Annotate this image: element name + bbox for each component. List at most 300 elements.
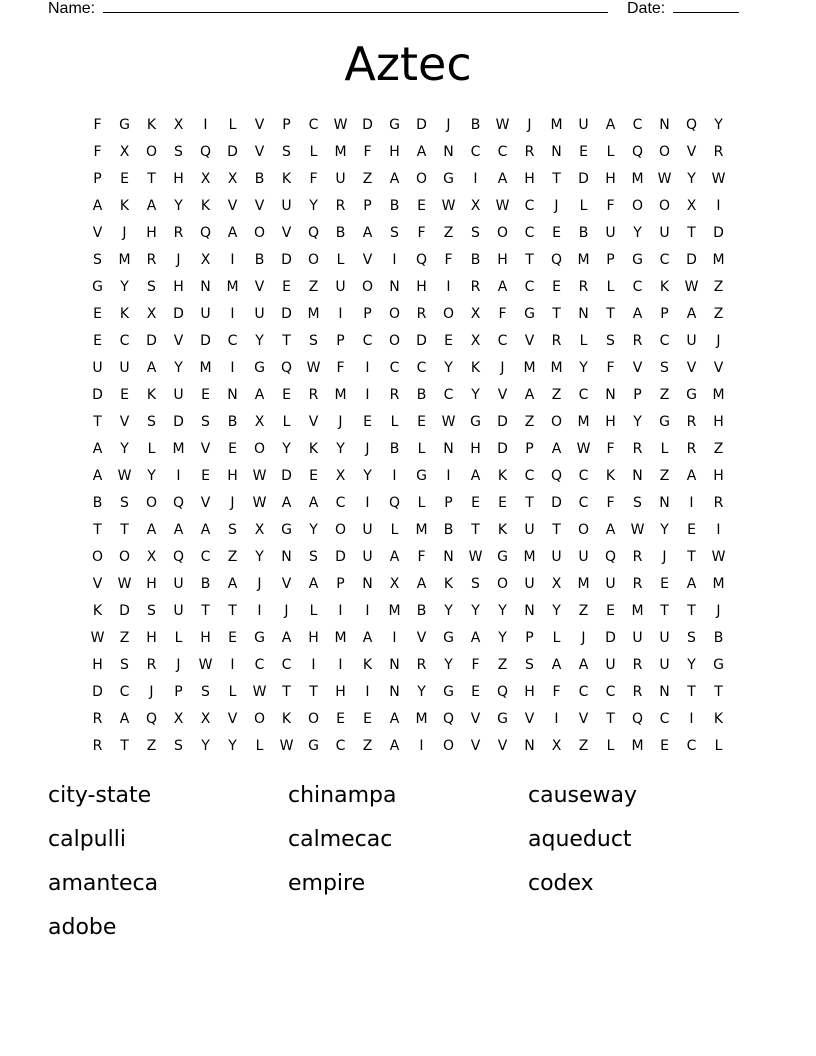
- grid-cell: U: [605, 657, 616, 673]
- grid-row: [84, 355, 732, 382]
- grid-cell: W: [576, 441, 591, 457]
- grid-cell: R: [146, 252, 157, 268]
- grid-cell: S: [471, 576, 480, 592]
- grid-cell: Z: [146, 738, 157, 754]
- grid-cell: P: [336, 333, 345, 349]
- grid-cell: P: [336, 576, 345, 592]
- grid-row: [84, 463, 732, 490]
- grid-cell: X: [470, 198, 481, 214]
- grid-cell: L: [309, 144, 318, 160]
- grid-cell: V: [254, 117, 265, 133]
- grid-cell: O: [631, 198, 644, 214]
- grid-cell: G: [470, 414, 481, 430]
- grid-cell: V: [524, 333, 535, 349]
- grid-cell: Y: [633, 414, 642, 430]
- grid-cell: Q: [550, 468, 563, 484]
- grid-cell: B: [92, 495, 103, 511]
- grid-cell: C: [119, 684, 130, 700]
- grid-cell: O: [388, 333, 401, 349]
- grid-cell: E: [363, 711, 372, 727]
- grid-cell: T: [201, 603, 210, 619]
- grid-cell: A: [200, 522, 211, 538]
- grid-cell: Y: [282, 441, 291, 457]
- grid-cell: N: [389, 657, 400, 673]
- grid-cell: K: [497, 522, 508, 538]
- grid-cell: W: [117, 468, 132, 484]
- grid-cell: N: [200, 279, 211, 295]
- grid-cell: V: [254, 144, 265, 160]
- word-list-item: aqueduct: [528, 827, 632, 852]
- grid-cell: Y: [417, 684, 426, 700]
- grid-cell: L: [228, 684, 237, 700]
- word-list-item: codex: [528, 871, 594, 896]
- grid-cell: L: [228, 117, 237, 133]
- grid-cell: V: [227, 711, 238, 727]
- grid-cell: R: [335, 198, 346, 214]
- grid-cell: Y: [714, 117, 723, 133]
- grid-cell: I: [338, 603, 343, 619]
- grid-cell: W: [333, 117, 348, 133]
- grid-cell: M: [577, 576, 590, 592]
- grid-row: [84, 247, 732, 274]
- grid-cell: G: [497, 711, 508, 727]
- grid-cell: V: [200, 441, 211, 457]
- grid-cell: V: [713, 360, 724, 376]
- grid-cell: D: [497, 441, 508, 457]
- grid-cell: P: [93, 171, 102, 187]
- grid-cell: E: [552, 279, 561, 295]
- grid-cell: L: [579, 333, 588, 349]
- grid-row: [84, 706, 732, 733]
- grid-cell: Z: [659, 468, 670, 484]
- grid-cell: U: [551, 549, 562, 565]
- grid-row: [84, 382, 732, 409]
- grid-cell: R: [389, 387, 400, 403]
- grid-cell: A: [632, 306, 643, 322]
- grid-cell: X: [254, 414, 265, 430]
- grid-row: [84, 112, 732, 139]
- grid-cell: R: [632, 576, 643, 592]
- grid-cell: Q: [685, 117, 698, 133]
- grid-cell: F: [309, 171, 318, 187]
- grid-cell: V: [632, 360, 643, 376]
- grid-cell: E: [660, 738, 669, 754]
- grid-cell: R: [632, 684, 643, 700]
- grid-cell: O: [658, 144, 671, 160]
- grid-cell: S: [147, 603, 156, 619]
- grid-cell: O: [388, 306, 401, 322]
- grid-cell: G: [281, 522, 292, 538]
- grid-cell: M: [577, 252, 590, 268]
- grid-cell: D: [227, 144, 238, 160]
- grid-cell: O: [658, 198, 671, 214]
- grid-cell: U: [362, 522, 373, 538]
- grid-cell: P: [363, 306, 372, 322]
- grid-cell: M: [415, 711, 428, 727]
- grid-cell: G: [659, 414, 670, 430]
- grid-cell: N: [659, 495, 670, 511]
- grid-cell: W: [468, 549, 483, 565]
- grid-cell: Q: [604, 549, 617, 565]
- grid-cell: F: [471, 657, 480, 673]
- grid-cell: X: [470, 333, 481, 349]
- grid-cell: C: [254, 657, 265, 673]
- grid-cell: C: [659, 252, 670, 268]
- grid-cell: P: [660, 306, 669, 322]
- grid-cell: R: [173, 225, 184, 241]
- grid-cell: X: [173, 711, 184, 727]
- grid-cell: O: [145, 144, 158, 160]
- grid-cell: X: [146, 549, 157, 565]
- grid-cell: U: [92, 360, 103, 376]
- grid-cell: D: [362, 117, 373, 133]
- grid-cell: C: [335, 495, 346, 511]
- grid-cell: A: [281, 630, 292, 646]
- grid-cell: F: [93, 144, 102, 160]
- grid-cell: A: [470, 630, 481, 646]
- grid-cell: U: [578, 117, 589, 133]
- grid-cell: A: [416, 144, 427, 160]
- grid-cell: R: [632, 441, 643, 457]
- grid-row: [84, 220, 732, 247]
- grid-cell: U: [578, 549, 589, 565]
- grid-cell: Y: [309, 198, 318, 214]
- grid-cell: J: [176, 657, 181, 673]
- grid-cell: T: [282, 333, 291, 349]
- grid-cell: G: [92, 279, 103, 295]
- grid-cell: Y: [660, 522, 669, 538]
- grid-row: [84, 625, 732, 652]
- grid-cell: F: [417, 225, 426, 241]
- grid-cell: C: [686, 738, 697, 754]
- grid-cell: D: [281, 252, 292, 268]
- grid-cell: P: [633, 387, 642, 403]
- grid-cell: M: [631, 738, 644, 754]
- grid-cell: M: [334, 630, 347, 646]
- grid-cell: Y: [120, 441, 129, 457]
- grid-cell: C: [524, 225, 535, 241]
- grid-row: [84, 544, 732, 571]
- grid-cell: X: [119, 144, 130, 160]
- grid-cell: K: [146, 117, 157, 133]
- grid-cell: G: [254, 360, 265, 376]
- grid-cell: P: [525, 630, 534, 646]
- grid-cell: K: [146, 387, 157, 403]
- grid-cell: T: [525, 495, 534, 511]
- grid-cell: U: [173, 387, 184, 403]
- grid-cell: C: [119, 333, 130, 349]
- grid-cell: K: [92, 603, 103, 619]
- grid-cell: E: [93, 306, 102, 322]
- grid-cell: G: [254, 630, 265, 646]
- word-list-item: city-state: [48, 783, 152, 808]
- grid-cell: X: [173, 117, 184, 133]
- grid-cell: Y: [174, 198, 183, 214]
- grid-cell: V: [254, 279, 265, 295]
- grid-cell: M: [712, 252, 725, 268]
- grid-cell: Y: [687, 657, 696, 673]
- grid-cell: O: [442, 306, 455, 322]
- grid-cell: I: [230, 657, 235, 673]
- grid-cell: M: [226, 279, 239, 295]
- grid-cell: H: [173, 171, 184, 187]
- grid-cell: E: [471, 684, 480, 700]
- grid-cell: O: [253, 441, 266, 457]
- grid-cell: X: [470, 306, 481, 322]
- grid-cell: M: [550, 117, 563, 133]
- grid-cell: D: [578, 171, 589, 187]
- grid-cell: J: [365, 441, 370, 457]
- grid-cell: Y: [498, 603, 507, 619]
- grid-row: [84, 193, 732, 220]
- grid-cell: P: [363, 198, 372, 214]
- grid-cell: T: [552, 171, 561, 187]
- grid-cell: S: [201, 684, 210, 700]
- grid-cell: A: [686, 306, 697, 322]
- date-line: [673, 12, 739, 13]
- grid-cell: U: [281, 198, 292, 214]
- grid-cell: C: [416, 360, 427, 376]
- grid-cell: N: [443, 144, 454, 160]
- grid-cell: Z: [308, 279, 319, 295]
- grid-cell: Q: [172, 549, 185, 565]
- grid-cell: Z: [713, 306, 724, 322]
- grid-cell: Y: [120, 279, 129, 295]
- grid-cell: I: [365, 360, 370, 376]
- grid-cell: Q: [631, 711, 644, 727]
- grid-cell: Y: [633, 225, 642, 241]
- grid-cell: D: [119, 603, 130, 619]
- grid-cell: H: [146, 576, 157, 592]
- grid-cell: J: [581, 630, 586, 646]
- grid-cell: W: [441, 414, 456, 430]
- grid-cell: A: [146, 522, 157, 538]
- grid-cell: Q: [280, 360, 293, 376]
- grid-cell: V: [308, 414, 319, 430]
- word-list-item: calmecac: [288, 827, 393, 852]
- grid-cell: U: [524, 522, 535, 538]
- grid-cell: C: [605, 684, 616, 700]
- grid-cell: E: [93, 333, 102, 349]
- grid-cell: G: [686, 387, 697, 403]
- grid-cell: M: [550, 360, 563, 376]
- grid-cell: V: [173, 333, 184, 349]
- grid-cell: Z: [119, 630, 130, 646]
- grid-cell: Z: [713, 441, 724, 457]
- grid-cell: K: [281, 171, 292, 187]
- grid-cell: E: [498, 495, 507, 511]
- grid-cell: O: [145, 495, 158, 511]
- grid-cell: Y: [228, 738, 237, 754]
- grid-cell: G: [443, 684, 454, 700]
- grid-cell: W: [198, 657, 213, 673]
- grid-cell: Q: [550, 252, 563, 268]
- grid-cell: S: [228, 522, 237, 538]
- grid-cell: T: [606, 711, 615, 727]
- grid-cell: N: [524, 738, 535, 754]
- grid-cell: C: [632, 279, 643, 295]
- grid-cell: O: [118, 549, 131, 565]
- grid-cell: F: [363, 144, 372, 160]
- grid-cell: A: [227, 225, 238, 241]
- grid-cell: V: [686, 360, 697, 376]
- grid-cell: O: [361, 279, 374, 295]
- grid-cell: V: [497, 738, 508, 754]
- grid-cell: B: [470, 252, 481, 268]
- grid-cell: K: [470, 360, 481, 376]
- word-list-item: causeway: [528, 783, 638, 808]
- grid-cell: S: [201, 414, 210, 430]
- grid-cell: G: [713, 657, 724, 673]
- grid-cell: T: [687, 603, 696, 619]
- grid-cell: Y: [471, 387, 480, 403]
- grid-cell: L: [336, 252, 345, 268]
- grid-cell: S: [525, 657, 534, 673]
- grid-cell: H: [146, 630, 157, 646]
- grid-cell: C: [308, 117, 319, 133]
- grid-cell: D: [200, 333, 211, 349]
- grid-cell: V: [281, 576, 292, 592]
- header: [48, 0, 748, 20]
- grid-cell: R: [92, 711, 103, 727]
- grid-cell: F: [444, 252, 453, 268]
- grid-cell: B: [254, 171, 265, 187]
- grid-cell: I: [338, 657, 343, 673]
- grid-cell: K: [281, 711, 292, 727]
- grid-cell: Q: [388, 495, 401, 511]
- grid-cell: A: [308, 576, 319, 592]
- grid-cell: N: [443, 441, 454, 457]
- grid-cell: G: [416, 468, 427, 484]
- grid-cell: E: [201, 468, 210, 484]
- grid-cell: Y: [471, 603, 480, 619]
- grid-row: [84, 679, 732, 706]
- grid-cell: L: [147, 441, 156, 457]
- grid-cell: L: [417, 441, 426, 457]
- grid-cell: N: [632, 468, 643, 484]
- grid-cell: I: [446, 468, 451, 484]
- grid-cell: A: [605, 522, 616, 538]
- grid-cell: L: [579, 198, 588, 214]
- grid-cell: H: [605, 171, 616, 187]
- grid-cell: M: [118, 252, 131, 268]
- grid-cell: F: [606, 360, 615, 376]
- grid-cell: Y: [255, 549, 264, 565]
- grid-cell: B: [416, 387, 427, 403]
- grid-cell: U: [686, 333, 697, 349]
- grid-cell: A: [497, 171, 508, 187]
- grid-cell: L: [282, 414, 291, 430]
- grid-cell: W: [441, 198, 456, 214]
- grid-cell: Z: [659, 387, 670, 403]
- grid-cell: N: [443, 549, 454, 565]
- grid-cell: U: [173, 603, 184, 619]
- grid-cell: O: [442, 738, 455, 754]
- grid-cell: V: [524, 711, 535, 727]
- grid-cell: E: [228, 441, 237, 457]
- grid-cell: B: [470, 117, 481, 133]
- grid-cell: R: [632, 549, 643, 565]
- grid-cell: Y: [579, 360, 588, 376]
- grid-cell: C: [524, 468, 535, 484]
- grid-cell: M: [334, 144, 347, 160]
- grid-cell: I: [365, 603, 370, 619]
- grid-cell: K: [605, 468, 616, 484]
- grid-cell: M: [523, 549, 536, 565]
- grid-cell: A: [686, 468, 697, 484]
- grid-cell: Y: [444, 603, 453, 619]
- grid-cell: Y: [255, 333, 264, 349]
- grid-cell: H: [308, 630, 319, 646]
- grid-cell: J: [257, 576, 262, 592]
- grid-cell: U: [335, 279, 346, 295]
- grid-cell: R: [416, 306, 427, 322]
- grid-cell: M: [334, 387, 347, 403]
- grid-cell: U: [605, 225, 616, 241]
- grid-cell: Z: [578, 738, 589, 754]
- grid-cell: T: [228, 603, 237, 619]
- grid-cell: Y: [498, 630, 507, 646]
- grid-cell: J: [446, 117, 451, 133]
- grid-cell: C: [578, 495, 589, 511]
- grid-cell: O: [415, 171, 428, 187]
- grid-cell: E: [579, 144, 588, 160]
- grid-cell: T: [309, 684, 318, 700]
- grid-cell: E: [282, 387, 291, 403]
- grid-cell: W: [657, 171, 672, 187]
- grid-cell: Y: [336, 441, 345, 457]
- grid-cell: L: [552, 630, 561, 646]
- grid-cell: K: [119, 306, 130, 322]
- grid-cell: T: [120, 522, 129, 538]
- grid-cell: T: [714, 684, 723, 700]
- grid-cell: X: [389, 576, 400, 592]
- grid-cell: I: [311, 657, 316, 673]
- grid-cell: T: [93, 414, 102, 430]
- grid-cell: L: [606, 279, 615, 295]
- grid-cell: S: [174, 738, 183, 754]
- grid-cell: V: [92, 225, 103, 241]
- name-label: Name:: [48, 0, 96, 17]
- grid-cell: T: [687, 225, 696, 241]
- grid-cell: S: [120, 495, 129, 511]
- grid-cell: L: [606, 144, 615, 160]
- grid-cell: C: [281, 657, 292, 673]
- grid-cell: T: [93, 522, 102, 538]
- grid-cell: E: [201, 387, 210, 403]
- grid-cell: C: [524, 279, 535, 295]
- grid-cell: N: [659, 684, 670, 700]
- grid-cell: C: [497, 144, 508, 160]
- grid-cell: L: [660, 441, 669, 457]
- grid-cell: N: [281, 549, 292, 565]
- grid-cell: Z: [551, 387, 562, 403]
- grid-cell: X: [686, 198, 697, 214]
- grid-cell: I: [689, 495, 694, 511]
- grid-cell: B: [443, 522, 454, 538]
- name-line: [103, 12, 608, 13]
- grid-cell: M: [172, 441, 185, 457]
- grid-cell: R: [308, 387, 319, 403]
- grid-cell: N: [605, 387, 616, 403]
- grid-cell: P: [444, 495, 453, 511]
- grid-cell: V: [362, 252, 373, 268]
- grid-cell: D: [281, 468, 292, 484]
- grid-cell: A: [227, 576, 238, 592]
- grid-cell: D: [173, 414, 184, 430]
- grid-cell: B: [200, 576, 211, 592]
- grid-cell: S: [93, 252, 102, 268]
